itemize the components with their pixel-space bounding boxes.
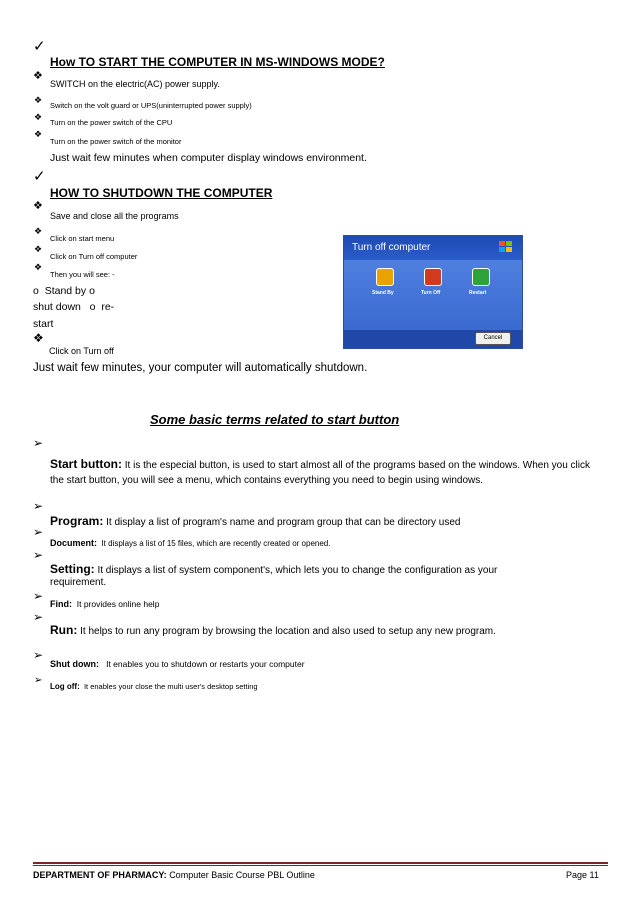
footer-page-number: Page 11 <box>566 870 599 880</box>
section1-step-1: SWITCH on the electric(AC) power supply. <box>50 79 220 89</box>
term-setting <box>50 563 520 589</box>
option-shut-down: shut down <box>33 301 81 313</box>
dialog-title: Turn off computer <box>352 242 431 253</box>
four-diamond-bullet-icon: ❖ <box>34 130 43 140</box>
section2-final-step: Click on Turn off <box>49 346 114 356</box>
cancel-button: Cancel <box>475 332 511 345</box>
term-run <box>50 624 610 638</box>
section3-heading: Some basic terms related to start button <box>150 412 400 427</box>
four-diamond-bullet-icon: ❖ <box>33 199 43 212</box>
term-description: It is the especial button, is used to start almost all of the programs based on the windows. When you click the start button, you will see a menu, which contains everything you need to begin using windows. <box>50 460 590 486</box>
section2-note: Just wait few minutes, your computer will automatically shutdown. <box>33 362 368 374</box>
shutdown-options-line-1 <box>33 285 95 297</box>
footer-divider-thin <box>33 865 608 866</box>
four-diamond-bullet-icon: ❖ <box>34 227 43 237</box>
restart-icon <box>472 268 490 286</box>
four-diamond-bullet-icon: ❖ <box>33 69 43 82</box>
footer-course: Computer Basic Course PBL Outline <box>169 870 315 880</box>
term-name: Document: <box>50 538 97 548</box>
section1-step-4: Turn on the power switch of the monitor <box>50 137 182 146</box>
four-diamond-bullet-icon: ❖ <box>34 245 43 255</box>
term-name: Program: <box>50 514 104 528</box>
turn-off-computer-dialog-image <box>343 235 523 349</box>
footer-department: DEPARTMENT OF PHARMACY: <box>33 870 167 880</box>
term-name: Shut down: <box>50 659 99 669</box>
restart-label: Restart <box>469 290 487 296</box>
check-mark-icon: ✓ <box>33 37 46 55</box>
term-log-off <box>50 682 258 691</box>
shutdown-options-line-2 <box>33 301 114 313</box>
turn-off-icon <box>424 268 442 286</box>
term-document <box>50 538 330 548</box>
arrowhead-bullet-icon: ➢ <box>33 499 44 513</box>
section1-note: Just wait few minutes when computer display windows environment. <box>50 152 367 164</box>
term-program <box>50 514 460 528</box>
term-description: It enables you to shutdown or restarts your computer <box>106 659 305 669</box>
term-name: Run: <box>50 623 78 637</box>
section2-step-3: Click on Turn off computer <box>50 252 138 261</box>
four-diamond-bullet-icon: ❖ <box>33 331 44 345</box>
section1-step-2: Switch on the volt guard or UPS(uninterrupted power supply) <box>50 101 252 110</box>
term-shut-down <box>50 659 305 669</box>
section2-step-1: Save and close all the programs <box>50 211 179 221</box>
check-mark-icon: ✓ <box>33 167 46 185</box>
footer-left <box>33 870 315 880</box>
circle-bullet-icon: o <box>89 285 95 297</box>
stand-by-label: Stand By <box>372 290 394 296</box>
term-name: Start button: <box>50 457 122 471</box>
section1-heading: How TO START THE COMPUTER IN MS-WINDOWS MODE? <box>50 55 385 69</box>
term-find <box>50 599 159 609</box>
term-description: It enables your close the multi user's desktop setting <box>83 682 258 691</box>
windows-logo-icon <box>499 241 513 253</box>
section2-heading: HOW TO SHUTDOWN THE COMPUTER <box>50 186 273 200</box>
term-name: Log off: <box>50 682 80 691</box>
arrowhead-bullet-icon: ➢ <box>33 610 44 624</box>
turn-off-label: Turn Off <box>421 290 441 296</box>
arrowhead-bullet-icon: ➢ <box>34 675 43 686</box>
stand-by-icon <box>376 268 394 286</box>
term-name: Find: <box>50 599 72 609</box>
circle-bullet-icon: o <box>33 285 39 297</box>
term-start-button <box>50 457 605 488</box>
section2-step-2: Click on start menu <box>50 234 115 243</box>
option-stand-by: Stand by <box>44 285 87 297</box>
term-description: It displays a list of system component's, which lets you to change the configuration as your requirement. <box>50 565 498 588</box>
term-description: It displays a list of 15 files, which are recently created or opened. <box>101 539 331 548</box>
circle-bullet-icon: o <box>89 301 96 313</box>
four-diamond-bullet-icon: ❖ <box>34 263 43 273</box>
arrowhead-bullet-icon: ➢ <box>33 436 44 450</box>
arrowhead-bullet-icon: ➢ <box>33 589 44 603</box>
four-diamond-bullet-icon: ❖ <box>34 96 43 106</box>
term-description: It helps to run any program by browsing the location and also used to setup any new program. <box>80 626 496 637</box>
option-restart-rest: start <box>33 318 54 330</box>
section1-step-3: Turn on the power switch of the CPU <box>50 118 173 127</box>
arrowhead-bullet-icon: ➢ <box>33 525 44 539</box>
arrowhead-bullet-icon: ➢ <box>33 548 44 562</box>
term-description: It display a list of program's name and program group that can be directory used <box>106 517 461 528</box>
option-restart-part: re- <box>101 301 115 313</box>
section2-step-4: Then you will see: - <box>50 270 115 279</box>
term-name: Setting: <box>50 562 95 576</box>
arrowhead-bullet-icon: ➢ <box>33 648 44 662</box>
footer-divider <box>33 862 608 864</box>
term-description: It provides online help <box>76 599 160 609</box>
four-diamond-bullet-icon: ❖ <box>34 113 43 123</box>
